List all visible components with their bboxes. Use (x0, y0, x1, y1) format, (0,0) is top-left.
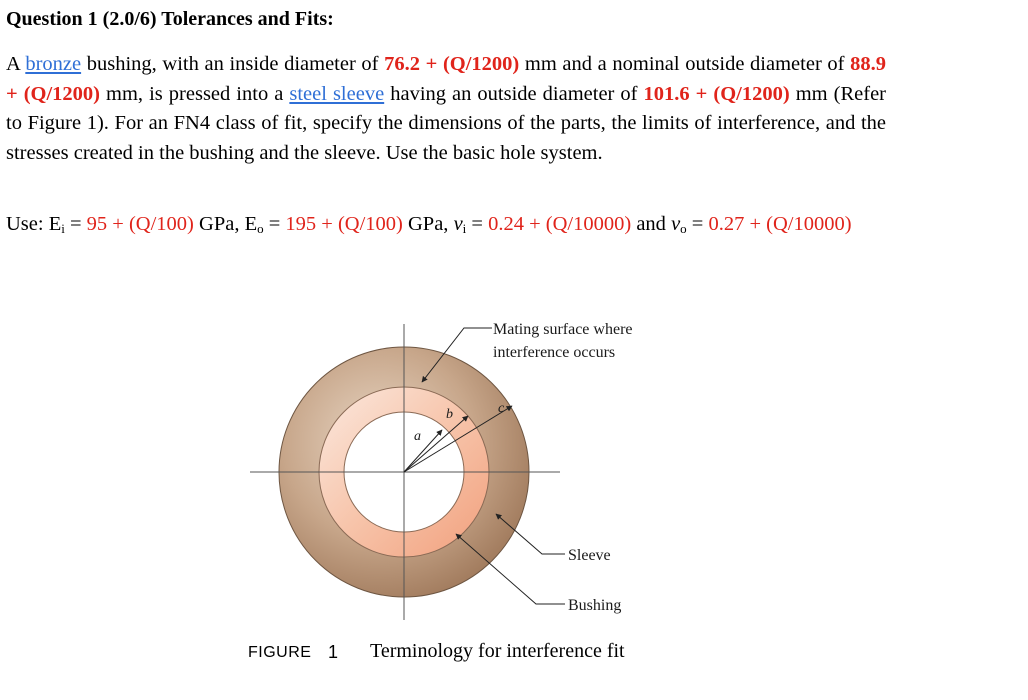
nu-symbol: v (453, 213, 463, 235)
text-run: A (6, 53, 26, 75)
text-run: = (686, 213, 709, 235)
text-run: mm (Refer to Figure 1). For an FN4 class of fit, specify the dimensions of the parts, the limits of interference, and the stresses created in the bushing and the sleeve. Use the basic hole system. (6, 82, 886, 164)
sleeve-label: Sleeve (568, 547, 611, 564)
label-a: a (414, 429, 421, 444)
nu-symbol: v (671, 213, 681, 235)
sleeve-outside-diameter-value: 101.6 + (Q/1200) (643, 82, 790, 105)
ei-value: 95 + (Q/100) (86, 213, 194, 235)
text-run: bushing, with an inside diameter of (81, 53, 385, 75)
question-heading: Question 1 (2.0/6) Tolerances and Fits: (6, 8, 334, 30)
mating-callout-line1: Mating surface where (493, 321, 633, 338)
text-run: having an outside diameter of (384, 82, 644, 105)
label-b: b (446, 407, 453, 422)
subscript: i (61, 221, 65, 236)
vi-value: 0.24 + (Q/10000) (488, 213, 632, 235)
inside-diameter-value: 76.2 + (Q/1200) (384, 53, 520, 75)
steel-sleeve-link[interactable]: steel sleeve (289, 82, 385, 105)
text-run: Use: E (6, 213, 62, 235)
text-run: and (631, 213, 672, 235)
label-c: c (498, 401, 505, 416)
subscript: o (680, 221, 687, 236)
text-run: mm, is pressed into a (100, 82, 290, 105)
figure-caption-text: Terminology for interference fit (370, 640, 625, 662)
mating-callout-line2: interference occurs (493, 344, 616, 361)
outside-diameter-value: 88.9 + (Q/1200) (6, 53, 886, 105)
eo-value: 195 + (Q/100) (285, 213, 403, 235)
text-run: = (466, 213, 489, 235)
subscript: i (462, 221, 467, 236)
text-run: = (64, 213, 87, 235)
figure-caption-label: FIGURE (248, 644, 312, 661)
text-run: mm and a nominal outside diameter of (519, 53, 851, 75)
text-run: GPa, (402, 213, 454, 235)
interference-fit-figure (280, 310, 633, 640)
text-run: GPa, E (193, 213, 258, 235)
figure-caption-number: 1 (328, 642, 339, 662)
bushing-label: Bushing (568, 597, 622, 614)
material-properties (6, 210, 886, 240)
subscript: o (257, 221, 264, 236)
bronze-link[interactable]: bronze (25, 53, 82, 75)
text-run: = (263, 213, 286, 235)
vo-value: 0.27 + (Q/10000) (708, 213, 852, 235)
problem-statement (6, 50, 886, 168)
